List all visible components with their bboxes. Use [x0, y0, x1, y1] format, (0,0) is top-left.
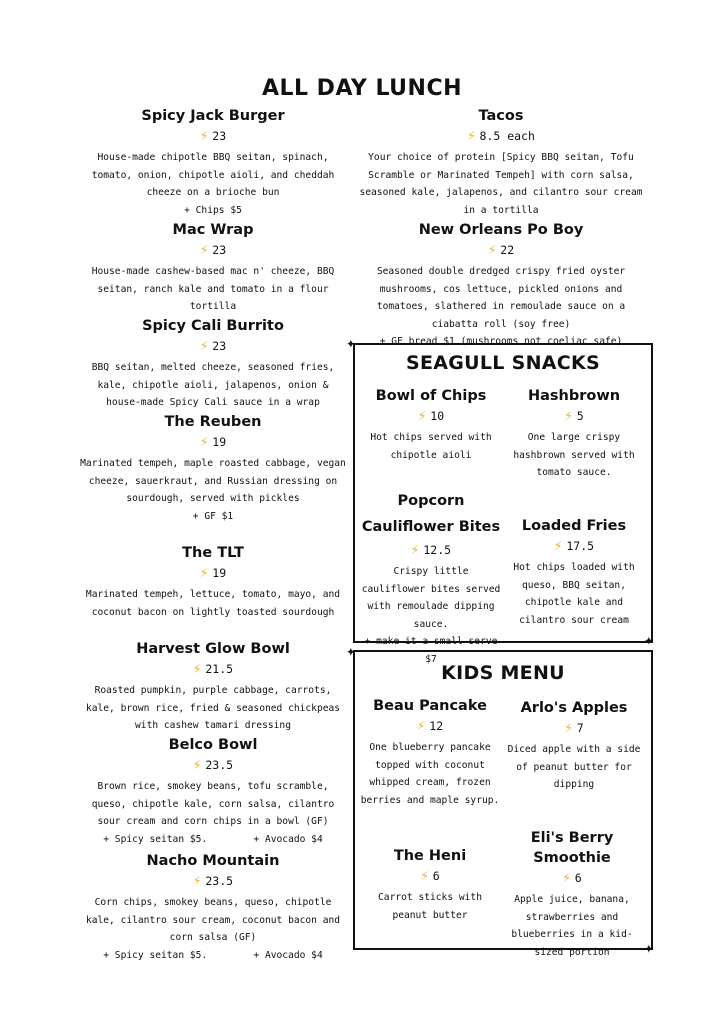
sparkle-icon: ✦ [346, 333, 356, 352]
kids-item-the-heni [360, 846, 500, 924]
item-price: ⚡ 22 [487, 242, 515, 258]
lightning-bolt-icon: ⚡ [416, 718, 426, 734]
item-extra: + GF bread $1 (mushrooms not coeliac safe) [379, 336, 623, 347]
kids-item-elis-berry-smoothie [500, 828, 644, 961]
item-description: House-made cashew-based mac n' cheeze, BBQ seitan, ranch kale and tomato in a flour tortilla [91, 266, 335, 312]
sparkle-icon: ✦ [644, 630, 654, 649]
item-price: ⚡ 5 [564, 408, 584, 424]
menu-title: ALL DAY LUNCH [261, 76, 463, 101]
lightning-bolt-icon: ⚡ [199, 338, 209, 354]
lightning-bolt-icon: ⚡ [199, 565, 209, 581]
item-description: Corn chips, smokey beans, queso, chipotle kale, cilantro sour cream, coconut bacon and corn salsa (GF) [85, 897, 341, 943]
item-price: ⚡ 10 [417, 408, 445, 424]
item-price: ⚡ 17.5 [553, 538, 595, 554]
item-description: Marinated tempeh, lettuce, tomato, mayo, and coconut bacon on lightly toasted sourdough [85, 589, 341, 618]
lightning-bolt-icon: ⚡ [199, 242, 209, 258]
kids-title: KIDS MENU [441, 662, 565, 684]
item-extra: + Chips $5 [184, 204, 242, 216]
menu-item-spicy-jack-burger [80, 106, 346, 219]
menu-item-the-tlt [80, 543, 346, 621]
menu-item-tacos [356, 106, 646, 219]
item-price: ⚡ 23.5 [192, 757, 234, 773]
item-name: Arlo's Apples [520, 700, 628, 716]
lightning-bolt-icon: ⚡ [192, 661, 202, 677]
item-name: Hashbrown [527, 388, 621, 404]
item-description: Hot chips served with chipotle aioli [370, 432, 492, 461]
item-price: ⚡ 19 [199, 565, 227, 581]
lightning-bolt-icon: ⚡ [564, 720, 573, 736]
lightning-bolt-icon: ⚡ [410, 542, 420, 558]
item-description: Seasoned double dredged crispy fried oyster mushrooms, cos lettuce, pickled onions and tomatoes, slathered in remoulade sauce on a ciabatta roll (soy free) [376, 266, 626, 330]
lightning-bolt-icon: ⚡ [564, 408, 573, 424]
lightning-bolt-icon: ⚡ [487, 242, 497, 258]
snack-item-bowl-of-chips [360, 386, 502, 464]
item-name: The Reuben [164, 414, 262, 430]
item-description: Carrot sticks with peanut butter [378, 892, 482, 921]
item-extra: + Spicy seitan $5. + Avocado $4 [103, 949, 323, 961]
item-name: Nacho Mountain [146, 853, 280, 869]
menu-item-the-reuben [80, 412, 346, 525]
item-description: Diced apple with a side of peanut butter for dipping [507, 744, 641, 790]
item-name: Harvest Glow Bowl [136, 641, 290, 657]
kids-item-arlos-apples [506, 698, 642, 794]
snack-item-hashbrown [506, 386, 642, 482]
item-description: Apple juice, banana, strawberries and blueberries in a kid-sized portion [511, 894, 633, 958]
item-description: Hot chips loaded with queso, BBQ seitan, chipotle kale and cilantro sour cream [513, 562, 635, 626]
item-price: ⚡ 7 [564, 720, 584, 736]
item-name: The TLT [182, 545, 244, 561]
item-extra: + Spicy seitan $5. + Avocado $4 [103, 833, 323, 845]
lightning-bolt-icon: ⚡ [199, 434, 209, 450]
menu-item-mac-wrap [80, 220, 346, 316]
item-price: ⚡ 6 [562, 870, 582, 886]
item-name: New Orleans Po Boy [418, 222, 584, 238]
item-description: House-made chipotle BBQ seitan, spinach, tomato, onion, chipotle aioli, and cheddah cheeze on a brioche bun [91, 152, 335, 198]
item-price: ⚡ 6 [420, 868, 440, 884]
sparkle-icon: ✦ [644, 938, 654, 957]
lightning-bolt-icon: ⚡ [562, 870, 571, 886]
item-name: Spicy Cali Burrito [142, 318, 284, 334]
item-name: Loaded Fries [521, 518, 627, 534]
item-extra: + make it a small serve $7 [364, 636, 498, 665]
menu-item-harvest-glow-bowl [80, 639, 346, 735]
item-price: ⚡ 23 [199, 242, 227, 258]
item-price: ⚡ 21.5 [192, 661, 234, 677]
menu-item-belco-bowl [80, 735, 346, 848]
item-price: ⚡ 19 [199, 434, 227, 450]
item-name: Eli's Berry Smoothie [530, 830, 614, 866]
item-name: Mac Wrap [172, 222, 254, 238]
item-name: Bowl of Chips [375, 388, 487, 404]
lightning-bolt-icon: ⚡ [192, 873, 202, 889]
sparkle-icon: ✦ [346, 641, 356, 660]
item-extra: + GF $1 [192, 510, 234, 522]
item-name: Popcorn Cauliflower Bites [361, 493, 501, 535]
lightning-bolt-icon: ⚡ [553, 538, 563, 554]
menu-item-spicy-cali-burrito [80, 316, 346, 412]
item-name: Belco Bowl [168, 737, 258, 753]
item-description: BBQ seitan, melted cheeze, seasoned fries, kale, chipotle aioli, jalapenos, onion & house-made Spicy Cali sauce in a wrap [91, 362, 335, 408]
item-name: The Heni [393, 848, 467, 864]
item-description: Roasted pumpkin, purple cabbage, carrots, kale, brown rice, fried & seasoned chickpeas with cashew tamari dressing [85, 685, 341, 731]
item-price: ⚡ 23 [199, 128, 227, 144]
item-price: ⚡ 23.5 [192, 873, 234, 889]
menu-item-new-orleans-po-boy [356, 220, 646, 351]
lightning-bolt-icon: ⚡ [467, 128, 476, 144]
lightning-bolt-icon: ⚡ [192, 757, 202, 773]
kids-item-beau-pancake [360, 696, 500, 809]
lightning-bolt-icon: ⚡ [420, 868, 429, 884]
item-name: Spicy Jack Burger [141, 108, 285, 124]
item-price: ⚡ 12 [416, 718, 444, 734]
item-price: ⚡ 12.5 [410, 542, 452, 558]
menu-item-nacho-mountain [80, 851, 346, 964]
item-price: ⚡ 8.5 each [467, 128, 535, 144]
item-description: One blueberry pancake topped with coconut whipped cream, frozen berries and maple syrup. [360, 742, 500, 806]
item-description: Brown rice, smokey beans, tofu scramble, queso, chipotle kale, corn salsa, cilantro sour cream and corn chips in a bowl (GF) [91, 781, 335, 827]
item-description: Crispy little cauliflower bites served with remoulade dipping sauce. [361, 566, 501, 630]
lightning-bolt-icon: ⚡ [199, 128, 209, 144]
snack-item-loaded-fries [506, 516, 642, 629]
item-description: Your choice of protein [Spicy BBQ seitan, Tofu Scramble or Marinated Tempeh] with corn salsa, seasoned kale, jalapenos, and cilantro sour cream in a tortilla [359, 152, 643, 216]
item-name: Tacos [478, 108, 524, 124]
snacks-title: SEAGULL SNACKS [405, 352, 601, 374]
snack-item-popcorn-cauliflower-bites [360, 488, 502, 668]
item-description: Marinated tempeh, maple roasted cabbage, vegan cheeze, sauerkraut, and Russian dressing on sourdough, served with pickles [80, 458, 346, 504]
item-description: One large crispy hashbrown served with tomato sauce. [513, 432, 635, 478]
item-price: ⚡ 23 [199, 338, 227, 354]
item-name: Beau Pancake [373, 698, 487, 714]
lightning-bolt-icon: ⚡ [417, 408, 427, 424]
